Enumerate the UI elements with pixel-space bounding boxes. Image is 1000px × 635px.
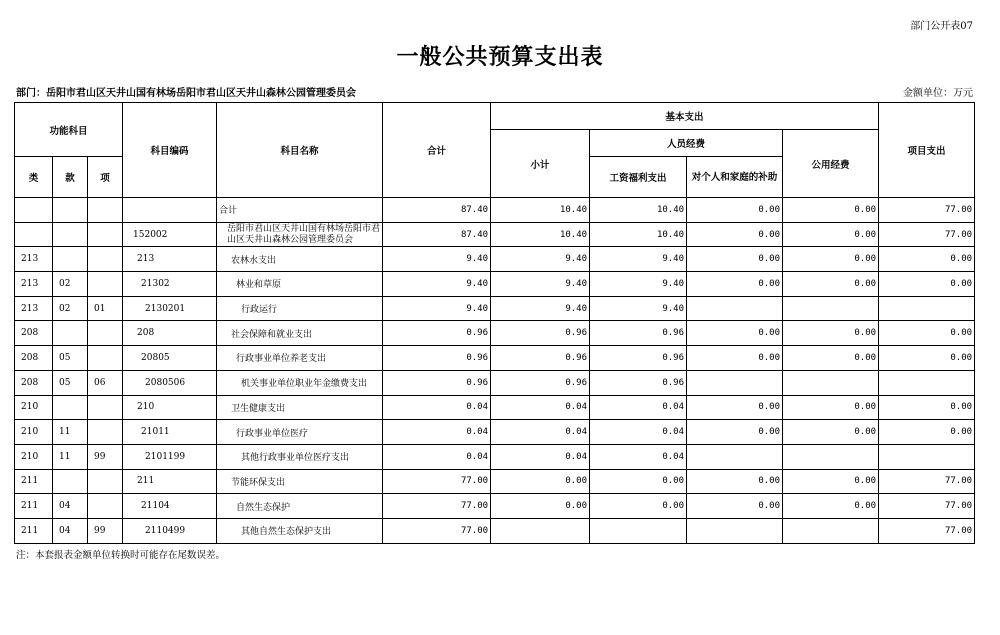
cell-kuan xyxy=(53,198,88,223)
cell-project: 77.00 xyxy=(879,198,975,223)
cell-public: 0.00 xyxy=(783,272,879,297)
cell-xiang xyxy=(88,494,123,519)
cell-public xyxy=(783,444,879,469)
cell-code xyxy=(123,198,217,223)
cell-subtotal xyxy=(491,518,590,543)
header-subject-code: 科目编码 xyxy=(123,103,217,198)
cell-subtotal: 0.00 xyxy=(491,494,590,519)
cell-salary: 0.04 xyxy=(590,395,687,420)
cell-total: 87.40 xyxy=(383,198,491,223)
cell-lei: 213 xyxy=(15,247,53,272)
cell-public xyxy=(783,296,879,321)
table-row xyxy=(15,296,975,321)
cell-name: 机关事业单位职业年金缴费支出 xyxy=(217,370,383,395)
header-lei: 类 xyxy=(15,157,53,198)
cell-project xyxy=(879,444,975,469)
cell-project: 0.00 xyxy=(879,321,975,346)
cell-subtotal: 9.40 xyxy=(491,296,590,321)
header-salary-welfare: 工资福利支出 xyxy=(590,157,687,198)
cell-subtotal: 0.96 xyxy=(491,370,590,395)
cell-public: 0.00 xyxy=(783,222,879,247)
cell-kuan xyxy=(53,321,88,346)
table-row xyxy=(15,469,975,494)
cell-code: 2080506 xyxy=(123,370,217,395)
cell-xiang xyxy=(88,321,123,346)
table-row xyxy=(15,494,975,519)
cell-code: 208 xyxy=(123,321,217,346)
cell-total: 77.00 xyxy=(383,469,491,494)
page-title: 一般公共预算支出表 xyxy=(396,45,604,70)
cell-project: 0.00 xyxy=(879,420,975,445)
cell-lei: 213 xyxy=(15,296,53,321)
cell-salary xyxy=(590,518,687,543)
cell-total: 87.40 xyxy=(383,222,491,247)
cell-name: 其他自然生态保护支出 xyxy=(217,518,383,543)
cell-subsidy: 0.00 xyxy=(687,198,783,223)
header-xiang: 项 xyxy=(88,157,123,198)
cell-public xyxy=(783,370,879,395)
cell-code: 210 xyxy=(123,395,217,420)
cell-salary: 9.40 xyxy=(590,272,687,297)
cell-salary: 0.96 xyxy=(590,370,687,395)
cell-subsidy: 0.00 xyxy=(687,346,783,371)
cell-xiang xyxy=(88,222,123,247)
cell-lei: 210 xyxy=(15,444,53,469)
cell-name: 社会保障和就业支出 xyxy=(217,321,383,346)
cell-salary: 9.40 xyxy=(590,247,687,272)
cell-xiang: 06 xyxy=(88,370,123,395)
table-row xyxy=(15,444,975,469)
cell-project xyxy=(879,296,975,321)
table-row xyxy=(15,346,975,371)
cell-lei: 210 xyxy=(15,420,53,445)
cell-subsidy: 0.00 xyxy=(687,395,783,420)
cell-project xyxy=(879,370,975,395)
cell-lei: 213 xyxy=(15,272,53,297)
cell-salary: 0.00 xyxy=(590,494,687,519)
cell-salary: 0.04 xyxy=(590,444,687,469)
cell-project: 0.00 xyxy=(879,395,975,420)
cell-name: 自然生态保护 xyxy=(217,494,383,519)
cell-total: 0.96 xyxy=(383,321,491,346)
header-subtotal: 小计 xyxy=(491,130,590,198)
cell-subtotal: 10.40 xyxy=(491,198,590,223)
cell-subsidy xyxy=(687,296,783,321)
cell-xiang xyxy=(88,346,123,371)
amount-unit-label: 金额单位：万元 xyxy=(903,88,973,99)
header-project-expense: 项目支出 xyxy=(879,103,975,198)
cell-code: 211 xyxy=(123,469,217,494)
cell-kuan: 02 xyxy=(53,272,88,297)
cell-xiang: 99 xyxy=(88,444,123,469)
cell-public: 0.00 xyxy=(783,469,879,494)
cell-kuan: 04 xyxy=(53,494,88,519)
cell-kuan: 05 xyxy=(53,370,88,395)
cell-total: 77.00 xyxy=(383,494,491,519)
header-public-expense: 公用经费 xyxy=(783,130,879,198)
cell-lei: 211 xyxy=(15,518,53,543)
cell-name: 林业和草原 xyxy=(217,272,383,297)
header-subject-name: 科目名称 xyxy=(217,103,383,198)
cell-lei: 210 xyxy=(15,395,53,420)
cell-code: 21104 xyxy=(123,494,217,519)
budget-expenditure-table xyxy=(14,102,975,544)
cell-subtotal: 9.40 xyxy=(491,247,590,272)
cell-lei: 211 xyxy=(15,469,53,494)
cell-salary: 9.40 xyxy=(590,296,687,321)
cell-lei xyxy=(15,198,53,223)
cell-kuan: 11 xyxy=(53,420,88,445)
cell-kuan xyxy=(53,222,88,247)
cell-code: 2130201 xyxy=(123,296,217,321)
cell-project: 0.00 xyxy=(879,346,975,371)
cell-xiang xyxy=(88,198,123,223)
cell-kuan: 04 xyxy=(53,518,88,543)
header-basic-expense: 基本支出 xyxy=(491,103,879,130)
cell-lei: 211 xyxy=(15,494,53,519)
table-row xyxy=(15,272,975,297)
cell-salary: 0.04 xyxy=(590,420,687,445)
cell-total: 9.40 xyxy=(383,296,491,321)
cell-code: 2101199 xyxy=(123,444,217,469)
cell-name: 行政事业单位医疗 xyxy=(217,420,383,445)
cell-name: 其他行政事业单位医疗支出 xyxy=(217,444,383,469)
cell-kuan xyxy=(53,469,88,494)
cell-kuan: 02 xyxy=(53,296,88,321)
cell-xiang: 99 xyxy=(88,518,123,543)
cell-kuan: 05 xyxy=(53,346,88,371)
table-row xyxy=(15,321,975,346)
cell-public: 0.00 xyxy=(783,198,879,223)
table-row xyxy=(15,420,975,445)
cell-subsidy xyxy=(687,444,783,469)
cell-xiang xyxy=(88,420,123,445)
cell-total: 0.96 xyxy=(383,346,491,371)
table-row xyxy=(15,198,975,223)
table-row xyxy=(15,370,975,395)
cell-subtotal: 0.00 xyxy=(491,469,590,494)
cell-lei: 208 xyxy=(15,321,53,346)
cell-subtotal: 0.96 xyxy=(491,321,590,346)
cell-xiang: 01 xyxy=(88,296,123,321)
cell-lei: 208 xyxy=(15,370,53,395)
cell-salary: 0.00 xyxy=(590,469,687,494)
cell-kuan xyxy=(53,247,88,272)
cell-salary: 0.96 xyxy=(590,321,687,346)
cell-xiang xyxy=(88,247,123,272)
cell-name: 节能环保支出 xyxy=(217,469,383,494)
table-row xyxy=(15,395,975,420)
cell-name: 合计 xyxy=(217,198,383,223)
cell-public: 0.00 xyxy=(783,321,879,346)
header-personnel: 人员经费 xyxy=(590,130,783,157)
cell-salary: 10.40 xyxy=(590,222,687,247)
footnote: 注：本套报表金额单位转换时可能存在尾数误差。 xyxy=(16,550,226,561)
cell-name: 行政事业单位养老支出 xyxy=(217,346,383,371)
cell-code: 152002 xyxy=(123,222,217,247)
form-number: 部门公开表07 xyxy=(910,21,973,32)
cell-subtotal: 0.96 xyxy=(491,346,590,371)
cell-total: 0.04 xyxy=(383,420,491,445)
cell-subsidy xyxy=(687,370,783,395)
cell-code: 20805 xyxy=(123,346,217,371)
cell-xiang xyxy=(88,395,123,420)
header-func-subject: 功能科目 xyxy=(15,103,123,157)
cell-subtotal: 9.40 xyxy=(491,272,590,297)
header-total: 合计 xyxy=(383,103,491,198)
cell-subsidy xyxy=(687,518,783,543)
cell-subsidy: 0.00 xyxy=(687,494,783,519)
cell-subsidy: 0.00 xyxy=(687,321,783,346)
cell-code: 21011 xyxy=(123,420,217,445)
cell-subtotal: 0.04 xyxy=(491,395,590,420)
cell-code: 21302 xyxy=(123,272,217,297)
cell-public xyxy=(783,518,879,543)
cell-project: 0.00 xyxy=(879,272,975,297)
cell-project: 77.00 xyxy=(879,469,975,494)
cell-name: 农林水支出 xyxy=(217,247,383,272)
cell-subtotal: 10.40 xyxy=(491,222,590,247)
cell-total: 77.00 xyxy=(383,518,491,543)
cell-project: 77.00 xyxy=(879,494,975,519)
cell-total: 0.04 xyxy=(383,444,491,469)
cell-code: 213 xyxy=(123,247,217,272)
cell-kuan xyxy=(53,395,88,420)
cell-total: 0.04 xyxy=(383,395,491,420)
cell-kuan: 11 xyxy=(53,444,88,469)
cell-total: 9.40 xyxy=(383,247,491,272)
cell-total: 0.96 xyxy=(383,370,491,395)
cell-public: 0.00 xyxy=(783,494,879,519)
cell-xiang xyxy=(88,469,123,494)
cell-code: 2110499 xyxy=(123,518,217,543)
cell-project: 77.00 xyxy=(879,518,975,543)
cell-subsidy: 0.00 xyxy=(687,247,783,272)
header-subsidy-individual: 对个人和家庭的补助 xyxy=(687,157,783,198)
cell-subsidy: 0.00 xyxy=(687,272,783,297)
cell-public: 0.00 xyxy=(783,346,879,371)
table-row xyxy=(15,247,975,272)
cell-subtotal: 0.04 xyxy=(491,444,590,469)
cell-subsidy: 0.00 xyxy=(687,469,783,494)
cell-salary: 10.40 xyxy=(590,198,687,223)
cell-lei: 208 xyxy=(15,346,53,371)
cell-xiang xyxy=(88,272,123,297)
cell-project: 77.00 xyxy=(879,222,975,247)
cell-project: 0.00 xyxy=(879,247,975,272)
cell-subsidy: 0.00 xyxy=(687,420,783,445)
cell-public: 0.00 xyxy=(783,247,879,272)
cell-salary: 0.96 xyxy=(590,346,687,371)
cell-name: 卫生健康支出 xyxy=(217,395,383,420)
cell-public: 0.00 xyxy=(783,395,879,420)
header-kuan: 款 xyxy=(53,157,88,198)
cell-subtotal: 0.04 xyxy=(491,420,590,445)
cell-lei xyxy=(15,222,53,247)
department-label: 部门：岳阳市君山区天井山国有林场岳阳市君山区天井山森林公园管理委员会 xyxy=(16,88,356,99)
table-row xyxy=(15,518,975,543)
table-row xyxy=(15,222,975,247)
cell-public: 0.00 xyxy=(783,420,879,445)
cell-name: 岳阳市君山区天井山国有林场岳阳市君山区天井山森林公园管理委员会 xyxy=(217,222,383,247)
cell-total: 9.40 xyxy=(383,272,491,297)
cell-subsidy: 0.00 xyxy=(687,222,783,247)
cell-name: 行政运行 xyxy=(217,296,383,321)
